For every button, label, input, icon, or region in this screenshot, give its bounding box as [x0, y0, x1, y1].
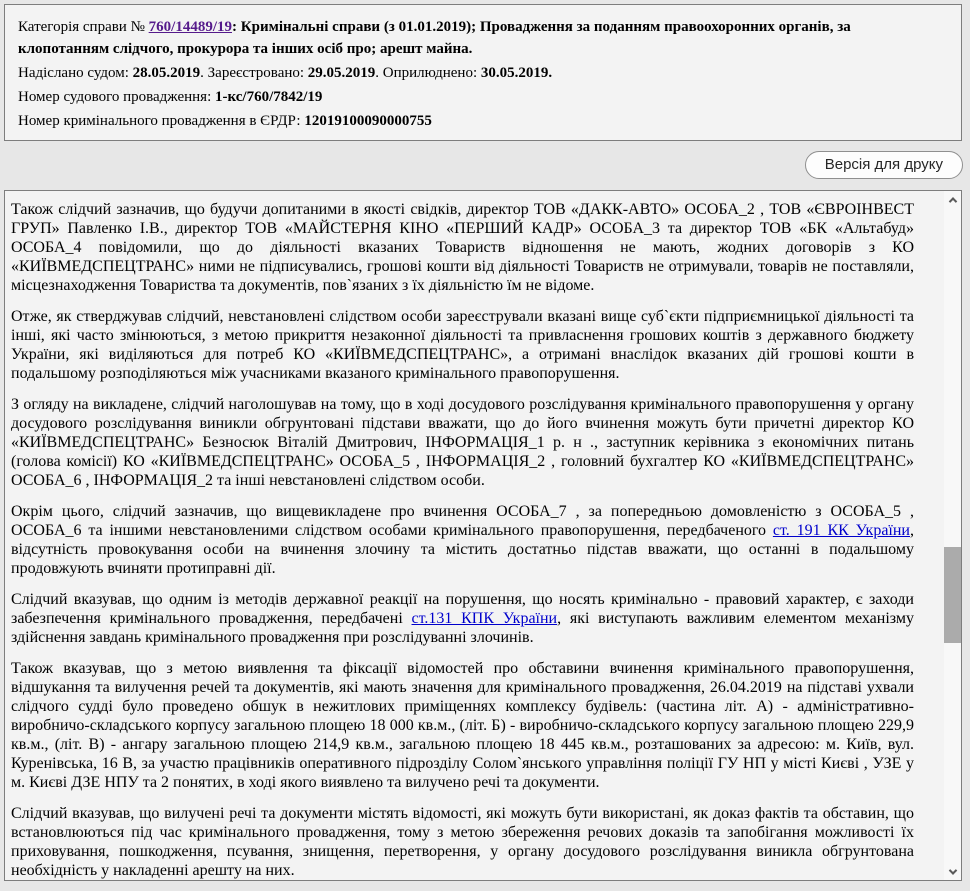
dates-line — [18, 62, 945, 84]
decision-paragraph — [11, 659, 914, 792]
decision-paragraph — [11, 307, 914, 383]
text-segment: : — [232, 19, 241, 35]
print-version-button[interactable]: Версія для друку — [805, 151, 963, 179]
text-segment: Окрім цього, слідчий зазначив, що вищевикладене про вчинення ОСОБА_7 , за попередньою домовленістю з ОСОБА_5 , ОСОБА_6 та іншими невстановленими слідством особами кримінального правопорушення, передбаченого — [11, 503, 914, 539]
text-segment: , які виступають важливим елементом механізму здійснення завдань кримінального провадження при розслідуванні злочинів. — [11, 610, 915, 646]
scroll-down-button[interactable] — [944, 863, 961, 880]
chevron-up-icon — [948, 197, 956, 205]
proceeding-number-line — [18, 86, 945, 108]
text-segment: Також слідчий зазначив, що будучи допитаними в якості свідків, директор ТОВ «ДАКК-АВТО» ОСОБА_2 , ТОВ «ЄВРОІНВЕСТ ГРУП» Павленко І.В., директор ТОВ «МАЙСТЕРНЯ КІНО «ПЕРШИЙ КАДР» ОСОБА_3 та директор ТОВ «БК «Альтабуд» ОСОБА_4 повідомили, що до діяльності вказаних Товариств відношення не мають, жодних договорів з КО «КИЇВМЕДСПЕЦТРАНС» ними не підписувались, грошові кошти від діяльності Товариств не отримували, товарів не поставляли, місцезнаходження Товариства та документів, пов`язаних з їх діяльністю їм не відоме. — [11, 201, 914, 294]
text-segment: Слідчий вказував, що одним із методів державної реакції на порушення, що носять кримінально - правовий характер, є заходи забезпечення кримінального провадження, передбачені — [11, 591, 914, 627]
text-segment: З огляду на викладене, слідчий наголошував на тому, що в ході досудового розслідування кримінального правопорушення у органу досудового розслідування виникли обгрунтовані підстави вважати, що до його вчинення можуть бути причетні директор КО «КИЇВМЕДСПЕЦТРАНС» Безносюк Віталій Дмитрович, ІНФОРМАЦІЯ_1 р. н ., заступник керівника з економічних питань (голова комісії) КО «КИЇВМЕДСПЕЦТРАНС» ОСОБА_5 , ІНФОРМАЦІЯ_2 , головний бухгалтер КО «КИЇВМЕДСПЕЦТРАНС» ОСОБА_6 , ІНФОРМАЦІЯ_2 та інші невстановлені слідством особи. — [11, 396, 914, 489]
text-segment: . Оприлюднено: — [375, 65, 481, 81]
decision-paragraph — [11, 804, 914, 880]
decision-text-panel — [4, 190, 962, 881]
law-article-link-kk-191[interactable]: ст. 191 КК України — [772, 522, 910, 539]
chevron-down-icon — [948, 866, 956, 874]
text-segment: 30.05.2019. — [480, 65, 553, 81]
text-segment: Слідчий вказував, що вилучені речі та документи містять відомості, які можуть бути використані, як доказ фактів та обставин, що встановлюються під час кримінального провадження, тому з метою збереження речових доказів та запобігання можливості їх приховування, пошкодження, псування, знищення, перетворення, у органу досудового розслідування виникла обгрунтована необхідність у накладенні арешту на них. — [11, 805, 914, 879]
decision-text — [5, 191, 944, 880]
vertical-scrollbar[interactable] — [944, 191, 961, 880]
decision-paragraph — [11, 200, 914, 295]
text-segment: 28.05.2019 — [132, 65, 201, 81]
text-segment: Кримінальні справи (з 01.01.2019); Провадження за поданням правоохоронних органів, за клопотанням слідчого, прокурора та інших осіб про; арешт майна. — [18, 19, 851, 57]
erdr-number-line — [18, 110, 945, 132]
decision-paragraph — [11, 590, 914, 647]
category-line — [18, 16, 945, 60]
law-article-link-kpk-131[interactable]: ст.131 КПК України — [411, 610, 558, 627]
text-segment: 12019100090000755 — [304, 113, 432, 129]
scroll-thumb[interactable] — [944, 547, 961, 643]
scroll-up-button[interactable] — [944, 191, 961, 208]
case-number-link[interactable]: 760/14489/19 — [148, 19, 232, 35]
text-segment: 29.05.2019 — [307, 65, 376, 81]
decision-paragraph — [11, 502, 914, 578]
text-segment: Надіслано судом: — [18, 65, 133, 81]
text-segment: , відсутність провокування особи на вчинення злочину та містить достатньо підстав вважати, що останні в подальшому продовжують вчиняти протиправні дії. — [11, 522, 914, 577]
text-segment: 1-кс/760/7842/19 — [215, 89, 323, 105]
decision-paragraph — [11, 395, 914, 490]
case-info-panel — [4, 4, 962, 141]
text-segment: Також вказував, що з метою виявлення та фіксації відомостей про обставини вчинення кримінального правопорушення, відшукання та вилучення речей та документів, які мають значення для кримінального провадження, 26.04.2019 на підставі ухвали слідчого судді було проведено обшук в нежитлових приміщеннях комплексу будівель: (частина літ. А) - адміністративно-виробничо-складського корпусу загальною площею 18 000 кв.м., (літ. Б) - виробничо-складського корпусу загальною площею 229,9 кв.м., (літ. В) - ангару загальною площею 214,9 кв.м., загальною площею 18 445 кв.м., розташованих за адресою: м. Київ, вул. Куренівська, 16 В, за участю працівників оперативного підрозділу Солом`янського управління поліції ГУ НП у місті Києві , УЗЕ у м. Києві ДЗЕ НПУ та 2 понятих, в ході якого виявлено та вилучено речі та документи. — [11, 660, 914, 791]
text-segment: Категорія справи № — [18, 19, 149, 35]
text-segment: Отже, як стверджував слідчий, невстановлені слідством особи зареєстрували вказані вище суб`єкти підприємницької діяльності та інші, які часто змінюються, з метою прикриття незаконної діяльності та привласнення грошових коштів з державного бюджету України, які виділяються для потреб КО «КИЇВМЕДСПЕЦТРАНС», а отримані внаслідок вказаних дій грошові кошти в подальшому розподіляються між учасниками вказаного кримінального правопорушення. — [11, 308, 914, 382]
print-button-row — [805, 151, 963, 179]
text-segment: Номер судового провадження: — [18, 89, 215, 105]
text-segment: . Зареєстровано: — [200, 65, 308, 81]
text-segment: Номер кримінального провадження в ЄРДР: — [18, 113, 305, 129]
